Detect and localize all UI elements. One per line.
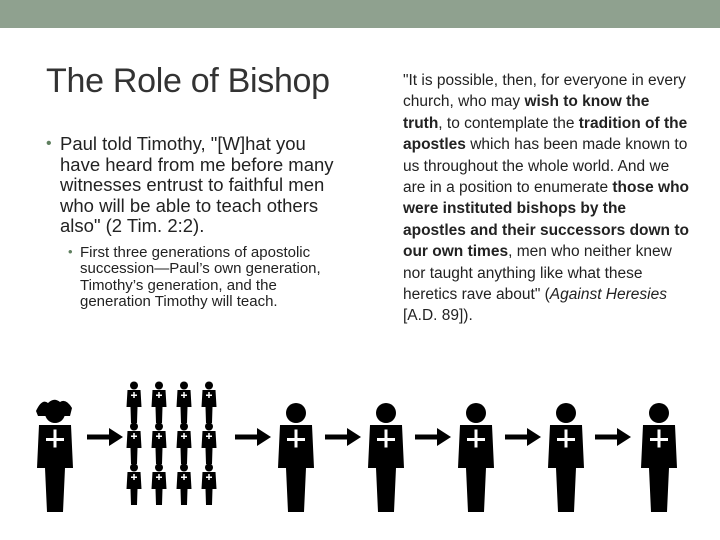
quote-text: , to contemplate the <box>438 114 579 132</box>
arrow-right-icon <box>87 428 123 446</box>
arrow-right-icon <box>415 428 451 446</box>
top-bar <box>0 0 720 28</box>
quote-bold: tradition of the apostles <box>403 114 688 154</box>
arrow-right-icon <box>595 428 631 446</box>
irenaeus-quote <box>403 70 693 327</box>
quote-text: which has been made known to us throughout the whole world. And we are in a position to enumerate <box>403 136 688 197</box>
arrow-right-icon <box>325 428 361 446</box>
generation-group-icon <box>127 382 217 506</box>
bishop-figure-icon <box>641 403 677 512</box>
mini-figure-icon <box>177 382 192 424</box>
quote-text: [A.D. 89]). <box>403 307 473 325</box>
quote-source-title: Against Heresies <box>549 286 667 304</box>
mini-figure-icon <box>127 423 142 465</box>
bishop-figure-icon <box>548 403 584 512</box>
main-bullet: • Paul told Timothy, "[W]hat you have heard from me before many witnesses entrust to faithful men who will be able to teach others also" (2 Tim. 2:2). <box>46 134 346 237</box>
quote-text: "It is possible, then, for everyone in every church, who may <box>403 72 686 111</box>
arrow-right-icon <box>505 428 541 446</box>
mini-figure-icon <box>202 464 217 506</box>
bishop-figure-icon <box>278 403 314 512</box>
paul-figure-icon <box>36 400 73 512</box>
mini-figure-icon <box>152 423 167 465</box>
mini-figure-icon <box>177 423 192 465</box>
bishop-figure-icon <box>458 403 494 512</box>
mini-figure-icon <box>152 464 167 506</box>
quote-bold: those who were instituted bishops by the apostles and their successors down to our own times <box>403 179 690 261</box>
quote-text: , men who neither knew nor taught anything like what these heretics rave about" ( <box>403 243 672 304</box>
mini-figure-icon <box>202 382 217 424</box>
sub-bullet: • First three generations of apostolic succession—Paul’s own generation, Timothy’s generation, and the generation Timothy will teach. <box>68 245 346 311</box>
mini-figure-icon <box>202 423 217 465</box>
quote-bold: wish to know the truth <box>403 93 650 132</box>
arrow-right-icon <box>235 428 271 446</box>
mini-figure-icon <box>127 464 142 506</box>
mini-figure-icon <box>152 382 167 424</box>
bishop-figure-icon <box>368 403 404 512</box>
left-content <box>46 134 346 311</box>
mini-figure-icon <box>177 464 192 506</box>
slide-title: The Role of Bishop <box>46 62 330 100</box>
mini-figure-icon <box>127 382 142 424</box>
